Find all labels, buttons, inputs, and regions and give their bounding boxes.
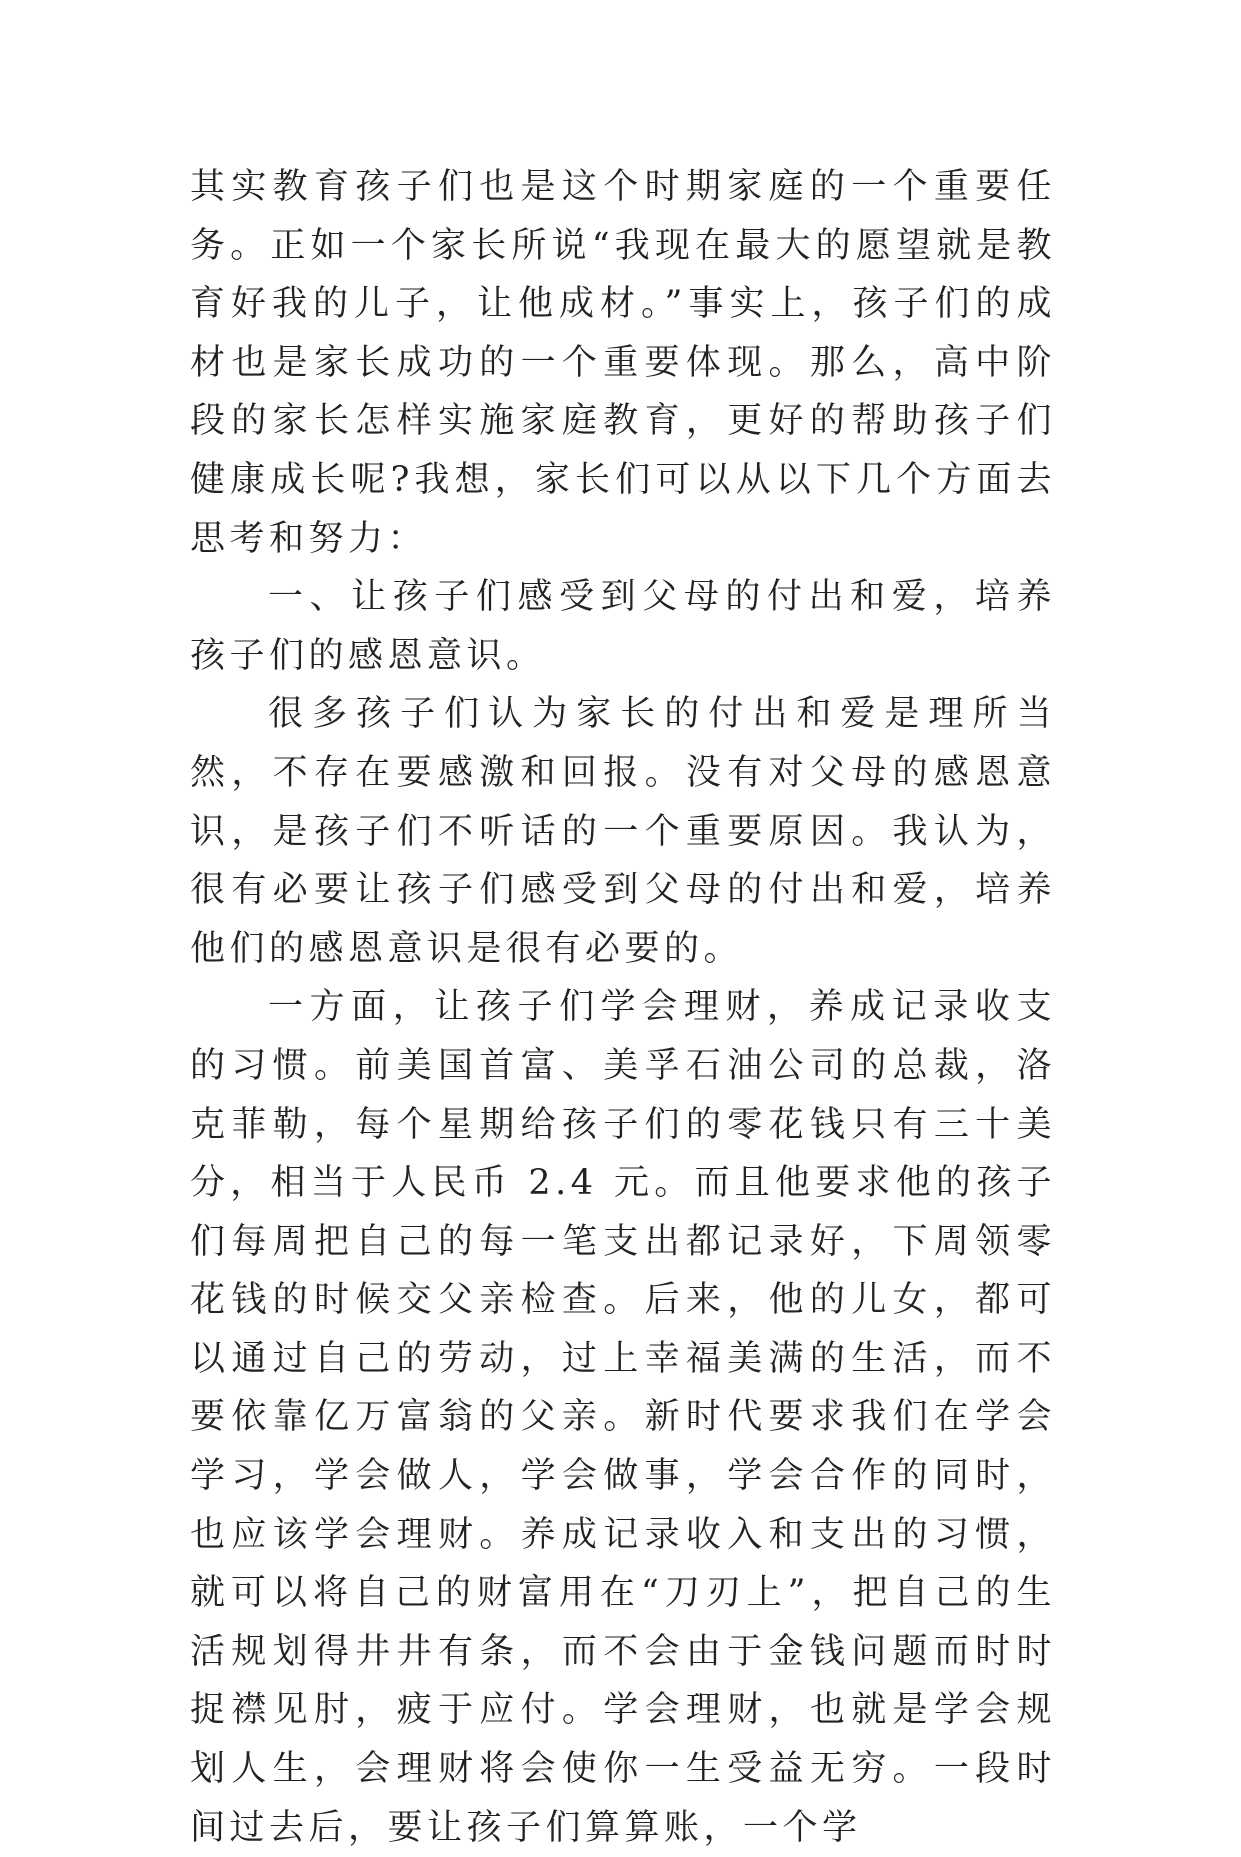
paragraph-intro: 其实教育孩子们也是这个时期家庭的一个重要任务。正如一个家长所说“我现在最大的愿望就是教育好我的儿子，让他成材。”事实上，孩子们的成材也是家长成功的一个重要体现。那么，高中阶段的家长怎样实施家庭教育，更好的帮助孩子们健康成长呢?我想，家长们可以从以下几个方面去思考和努力： [190, 167, 1056, 559]
paragraph-gratitude: 很多孩子们认为家长的付出和爱是理所当然，不存在要感激和回报。没有对父母的感恩意识，是孩子们不听话的一个重要原因。我认为，很有必要让孩子们感受到父母的付出和爱，培养他们的感恩意识是很有必要的。 [190, 694, 1056, 969]
paragraph-heading-one: 一、让孩子们感受到父母的付出和爱，培养孩子们的感恩意识。 [190, 577, 1056, 676]
paragraph-money-management: 一方面，让孩子们学会理财，养成记录收支的习惯。前美国首富、美孚石油公司的总裁，洛克菲勒，每个星期给孩子们的零花钱只有三十美分，相当于人民币 2.4 元。而且他要求他的孩子们每周把自己的每一笔支出都记录好，下周领零花钱的时候交父亲检查。后来，他的儿女，都可以通过自己的劳动，过上幸福美满的生活，而不要依靠亿万富翁的父亲。新时代要求我们在学会学习，学会做人，学会做事，学会合作的同时，也应该学会理财。养成记录收入和支出的习惯，就可以将自己的财富用在“刀刃上”，把自己的生活规划得井井有条，而不会由于金钱问题而时时捉襟见肘，疲于应付。学会理财，也就是学会规划人生，会理财将会使你一生受益无穷。一段时间过去后，要让孩子们算算账，一个学 [190, 987, 1056, 1848]
body-text [190, 158, 1056, 1857]
